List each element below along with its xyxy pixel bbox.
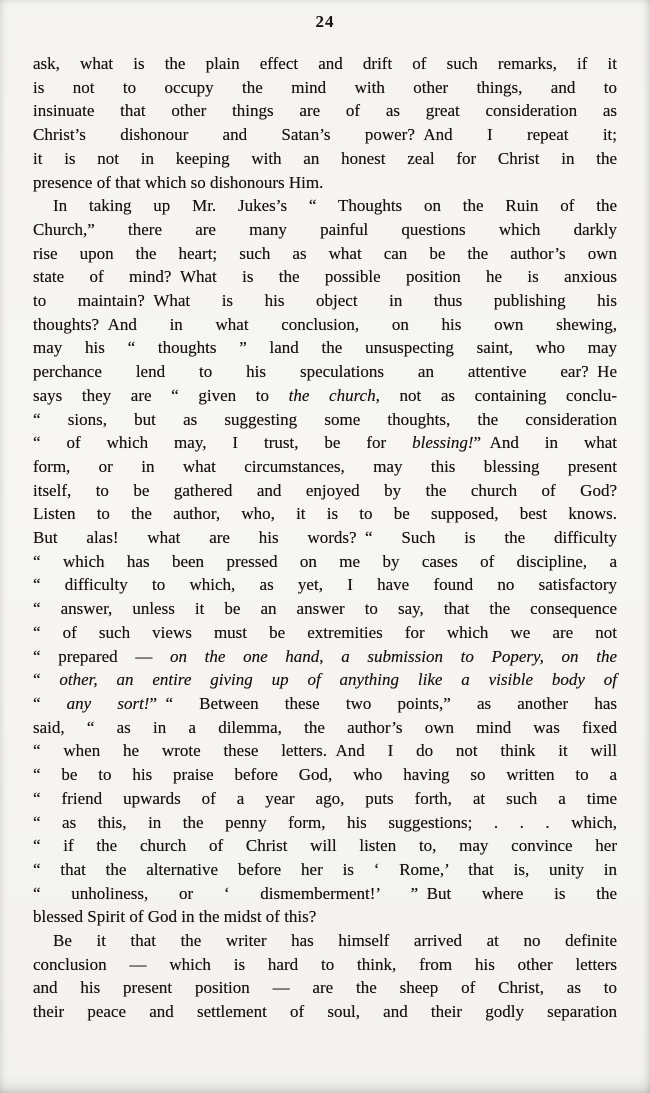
text-line: In taking up Mr. Jukes’s “ Thoughts on the Ruin of the [53,196,617,216]
text-line: Christ’s dishonour and Satan’s power? And I repeat it; [33,125,617,145]
italic-text: other, an entire giving up of anything like a visible body of [59,670,617,690]
text-line: “ sions, but as suggesting some thoughts, the consideration [33,409,617,429]
text-line: Listen to the author, who, it is to be supposed, best knows. [33,504,617,524]
text-line: conclusion — which is hard to think, from his other letters [33,954,617,974]
text-line: But alas! what are his words? “ Such is the difficulty [33,528,617,548]
italic-text: on the one hand, a submission to Popery, on the [170,646,617,666]
text-line: “ of such views must be extremities for which we are not [33,622,617,642]
text-line: to maintain? What is his object in thus publishing his [33,291,617,311]
text-line: “ unholiness, or ‘ dismemberment!’ ” But where is the [33,883,617,903]
text-line: “ be to his praise before God, who having so written to a [33,765,617,785]
text-line: Be it that the writer has himself arrived at no definite [53,931,617,951]
text-line: is not to occupy the mind with other things, and to [33,77,617,97]
text-line: state of mind? What is the possible position he is anxious [33,267,617,287]
text-line: “ that the alternative before her is ‘ Rome,’ that is, unity in [33,859,617,879]
text-line: ask, what is the plain effect and drift of such remarks, if it [33,54,617,73]
italic-text: the church [288,385,376,405]
paragraph [33,194,617,929]
page-number: 24 [315,12,335,31]
text-line: blessed Spirit of God in the midst of this? [33,907,317,927]
text-line: “ if the church of Christ will listen to, may convince her [33,836,617,856]
text-line: “ which has been pressed on me by cases of discipline, a [33,551,617,571]
text-line: and his present position — are the sheep of Christ, as to [33,978,617,998]
paragraph [33,929,617,1024]
text-line: Church,” there are many painful questions which darkly [33,219,617,239]
text-line: “ difficulty to which, as yet, I have found no satisfactory [33,575,617,595]
text-line: may his “ thoughts ” land the unsuspecting saint, who may [33,338,617,358]
text-line: it is not in keeping with an honest zeal for Christ in the [33,148,617,168]
italic-text: any sort! [66,693,150,713]
text-line: “ as this, in the penny form, his suggestions; . . . which, [33,812,617,832]
text-line: itself, to be gathered and enjoyed by the church of God? [33,480,617,500]
text-line: their peace and settlement of soul, and their godly separation [33,1002,617,1022]
text-line: “ any sort!” “ Between these two points,” as another has [33,693,617,713]
text-line: thoughts? And in what conclusion, on his own shewing, [33,314,617,334]
text-line: “ other, an entire giving up of anything like a visible body of [33,670,617,690]
text-line: “ prepared — on the one hand, a submission to Popery, on the [33,646,617,666]
text-line: rise upon the heart; such as what can be the author’s own [33,243,617,263]
text-line: “ of which may, I trust, be for blessing!” And in what [33,433,618,453]
text-line: said, “ as in a dilemma, the author’s own mind was fixed [33,717,617,737]
text-line: insinuate that other things are of as great consideration as [33,101,617,121]
text-line: “ when he wrote these letters. And I do not think it will [33,741,617,761]
page-body [33,52,617,1024]
text-line: “ answer, unless it be an answer to say, that the consequence [33,599,617,619]
paragraph [33,52,617,194]
text-line: form, or in what circumstances, may this blessing present [33,456,617,476]
italic-text: blessing! [412,433,474,453]
text-line: “ friend upwards of a year ago, puts forth, at such a time [33,788,617,808]
text-line: says they are “ given to the church, not as containing conclu- [33,385,617,405]
text-line: presence of that which so dishonours Him. [33,172,324,192]
text-line: perchance lend to his speculations an attentive ear? He [33,362,617,382]
